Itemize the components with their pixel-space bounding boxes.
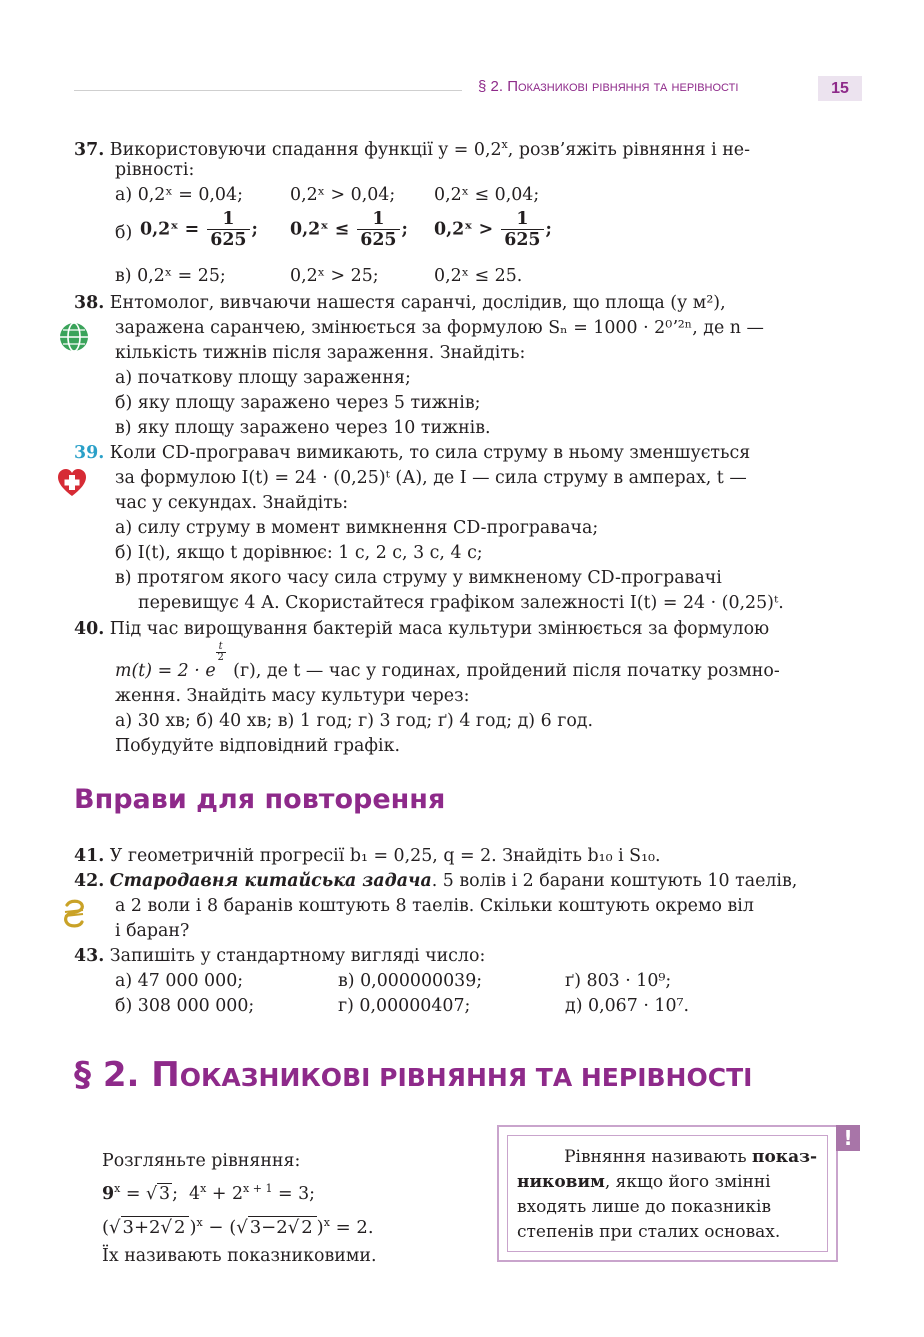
definition-text	[517, 1145, 817, 1245]
ex41-text: У геометричній прогресії b₁ = 0,25, q = 2. Знайдіть b₁₀ і S₁₀.	[109, 846, 661, 866]
ex39-number: 39.	[74, 443, 105, 463]
ex37-b3-frac-num: 1	[501, 209, 543, 230]
ex37-text1-sup: x	[501, 138, 508, 151]
ex42-number: 42.	[74, 871, 105, 891]
ex42-line1	[74, 870, 797, 892]
ex40-l1: Під час вирощування бактерій маса культури змінюється за формулою	[109, 619, 770, 639]
ex42-l2: а 2 воли і 8 баранів коштують 8 таелів. Скільки коштують окремо віл	[115, 896, 754, 916]
ex39-l2: за формулою I(t) = 24 · (0,25)ᵗ (А), де I — сила струму в амперах, t —	[115, 468, 747, 488]
definition-box	[497, 1125, 838, 1262]
ex40-exp-num: t	[216, 642, 226, 653]
ex37-b1-lhs: 0,2ˣ =	[140, 219, 200, 240]
globe-icon	[58, 321, 90, 353]
ex40-l2-rest: (г), де t — час у годинах, пройдений після початку розмно-	[227, 661, 780, 681]
ex38-l2: заражена саранчею, змінюється за формулою Sₙ = 1000 · 2⁰ʼ²ⁿ, де n —	[115, 318, 764, 338]
ex37-line2: рівності:	[115, 160, 195, 180]
ex37-row-v	[115, 265, 226, 287]
ex37-a1: 0,2ˣ = 0,04;	[137, 185, 243, 205]
review-heading: Вправи для повторення	[74, 784, 446, 815]
ex40-l5: Побудуйте відповідний графік.	[115, 736, 400, 756]
intro-eq2: (√ 3+2√ 2 )$^x$ − (√ 3−2√ 2 )$^x$ = 2.	[102, 1216, 374, 1238]
header-rule	[74, 90, 462, 91]
page-number: 15	[818, 76, 862, 101]
ex39-l1: Коли CD-програвач вимикають, то сила струму в ньому зменшується	[109, 443, 751, 463]
ex37-b1: 0,2ˣ = $\frac{1}{625}$ ;	[140, 209, 258, 250]
ex43-number: 43.	[74, 946, 105, 966]
ex37-text1: Використовуючи спадання функції y = 0,2	[109, 140, 502, 160]
ex37-row-a	[115, 184, 243, 206]
ex41-line	[74, 845, 661, 867]
ex37-b1-frac-num: 1	[207, 209, 249, 230]
ex40-line1	[74, 618, 769, 640]
ex37-b2-frac-num: 1	[357, 209, 399, 230]
ex40-l3: ження. Знайдіть масу культури через:	[115, 686, 470, 706]
ex39-b: б) I(t), якщо t дорівнює: 1 с, 2 с, 3 с, 4 с;	[115, 543, 483, 563]
coin-icon	[58, 897, 90, 929]
ex37-b3: 0,2ˣ > $\frac{1}{625}$ ;	[434, 209, 552, 250]
ex37-b1-fraction	[207, 209, 249, 250]
ex43-a: а) 47 000 000;	[115, 971, 244, 991]
ex39-l3: час у секундах. Знайдіть:	[115, 493, 349, 513]
ex40-exp-den: 2	[217, 652, 224, 663]
definition-l3: входять лише до показників	[517, 1197, 772, 1217]
section-title-rest: ОКАЗНИКОВІ РІВНЯННЯ ТА НЕРІВНОСТІ	[179, 1063, 753, 1092]
ex37-v2: 0,2ˣ > 25;	[290, 266, 379, 286]
section-first-letter: П	[151, 1055, 180, 1095]
header-section-number: § 2.	[478, 78, 504, 95]
ex37-v-label: в)	[115, 266, 132, 286]
ex37-a-label: а)	[115, 185, 133, 205]
ex40-line2	[115, 641, 780, 682]
ex37-b-label: б)	[115, 223, 133, 243]
definition-p2: , якщо його змінні	[604, 1172, 771, 1192]
definition-bold2: никовим	[517, 1172, 605, 1192]
definition-p1: Рівняння називають	[564, 1147, 753, 1167]
ex37-b3-lhs: 0,2ˣ >	[434, 219, 494, 240]
intro-l4: Їх називають показниковими.	[102, 1246, 377, 1266]
ex38-line1	[74, 292, 726, 314]
ex37-b3-fraction	[501, 209, 543, 250]
ex42-title: Стародавня китайська задача	[109, 871, 432, 891]
ex37-a3: 0,2ˣ ≤ 0,04;	[434, 185, 540, 205]
ex37-b2: 0,2ˣ ≤ $\frac{1}{625}$ ;	[290, 209, 408, 250]
attention-mark: !	[836, 1125, 860, 1151]
ex43-gg: ґ) 803 · 10⁹;	[565, 971, 672, 991]
ex37-a2: 0,2ˣ > 0,04;	[290, 185, 396, 205]
ex38-l1: Ентомолог, вивчаючи нашестя саранчі, дослідив, що площа (у м²),	[109, 293, 726, 313]
ex38-v: в) яку площу заражено через 10 тижнів.	[115, 418, 491, 438]
ex40-number: 40.	[74, 619, 105, 639]
intro-l1: Розгляньте рівняння:	[102, 1151, 301, 1171]
medical-cross-icon	[56, 467, 88, 499]
ex40-items: а) 30 хв; б) 40 хв; в) 1 год; г) 3 год; ґ) 4 год; д) 6 год.	[115, 711, 594, 731]
ex43-g: г) 0,00000407;	[338, 996, 471, 1016]
ex37-v3: 0,2ˣ ≤ 25.	[434, 266, 523, 286]
ex39-line1	[74, 442, 750, 464]
ex37-line1	[74, 134, 750, 161]
ex39-v2: перевищує 4 А. Скористайтеся графіком залежності I(t) = 24 · (0,25)ᵗ.	[138, 593, 784, 613]
ex43-b: б) 308 000 000;	[115, 996, 255, 1016]
ex40-formula: m(t) = 2 · e	[115, 661, 216, 681]
ex38-l3: кількість тижнів після зараження. Знайдіть:	[115, 343, 526, 363]
ex38-number: 38.	[74, 293, 105, 313]
header-title: Показникові рівняння та нерівності	[507, 78, 739, 95]
ex37-b3-frac-den: 625	[504, 230, 541, 250]
ex43-v: в) 0,000000039;	[338, 971, 483, 991]
ex37-number: 37.	[74, 140, 105, 160]
intro-eq1: $9^x$ = √ 3 ; $4^x + 2^{x + 1} = 3$;	[102, 1182, 316, 1204]
ex37-b2-frac-den: 625	[360, 230, 397, 250]
definition-bold1: показ-	[752, 1147, 817, 1167]
ex37-v1: 0,2ˣ = 25;	[137, 266, 226, 286]
ex37-b1-frac-den: 625	[210, 230, 247, 250]
section-number: § 2.	[74, 1055, 140, 1095]
ex43-line1	[74, 945, 485, 967]
definition-l4: степенів при сталих основах.	[517, 1222, 781, 1242]
ex39-v1: в) протягом якого часу сила струму у вимкненому CD-програвачі	[115, 568, 722, 588]
section-title	[74, 1055, 752, 1095]
ex41-number: 41.	[74, 846, 105, 866]
ex39-a: а) силу струму в момент вимкнення CD-програвача;	[115, 518, 599, 538]
ex42-l1-rest: . 5 волів і 2 барани коштують 10 таелів,	[431, 871, 798, 891]
ex42-l3: і баран?	[115, 921, 190, 941]
ex37-b2-fraction	[357, 209, 399, 250]
ex38-a: а) початкову площу зараження;	[115, 368, 411, 388]
ex37-b-label-wrap	[115, 222, 132, 244]
ex37-text1-end: , розв’яжіть рівняння і не-	[507, 140, 750, 160]
ex43-text: Запишіть у стандартному вигляді число:	[109, 946, 486, 966]
ex43-d: д) 0,067 · 10⁷.	[565, 996, 690, 1016]
ex37-b2-lhs: 0,2ˣ ≤	[290, 219, 350, 240]
running-header	[478, 78, 738, 95]
ex38-b: б) яку площу заражено через 5 тижнів;	[115, 393, 481, 413]
